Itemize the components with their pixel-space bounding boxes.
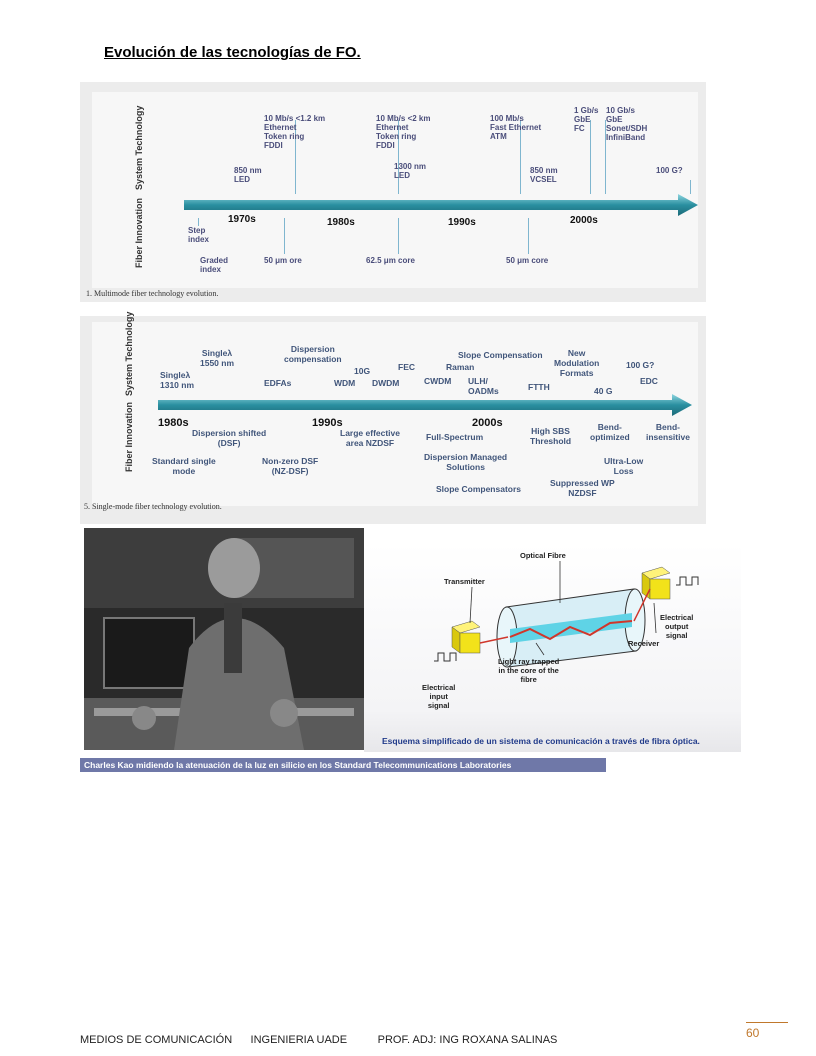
sm-sys-cwdm: CWDM [424,376,452,386]
electrical-input-label: Electrical input signal [422,683,456,710]
optical-fibre-label: Optical Fibre [520,551,566,560]
mm-era-1980s: 1980s [327,217,355,228]
fiber-innovation-axis-label: Fiber Innovation [134,197,144,268]
mm-fib-graded-index: Graded index [200,256,229,274]
sm-fib-bend-optimized: Bend- optimized [590,422,630,442]
sm-fib-high-sbs: High SBS Threshold [530,426,572,446]
page-number-rule [746,1022,788,1023]
sm-sys-ulh-oadms: ULH/ OADMs [468,376,499,396]
sm-sys-raman: Raman [446,362,475,372]
sm-sys-10g: 10G [354,366,371,376]
mm-fib-62um-core: 62.5 μm core [366,256,415,265]
sm-sys-slope-compensation: Slope Compensation [458,350,543,360]
sm-fib-large-effective: Large effective area NZDSF [340,428,400,448]
footer-text: MEDIOS DE COMUNICACIÓN INGENIERIA UADE PROF. ADJ: ING ROXANA SALINAS [80,1034,558,1046]
sm-fib-dsf: Dispersion shifted (DSF) [192,428,267,448]
mm-fib-50um-core: 50 μm core [506,256,549,265]
light-ray-label: Light ray trapped in the core of the fibre [498,657,560,684]
mm-sys-100g: 100 G? [656,166,683,175]
sm-sys-single-1550: Singleλ 1550 nm [200,348,235,368]
sm-fib-nzdsf: Non-zero DSF (NZ-DSF) [262,456,319,476]
sm-sys-single-1310: Singleλ 1310 nm [160,370,195,390]
mm-sys-1300nm-led: 1300 nm LED [394,162,427,180]
sm-fib-slope-compensators: Slope Compensators [436,484,522,494]
singlemode-caption: 5. Single-mode fiber technology evolution. [84,502,222,511]
sm-sys-edfas: EDFAs [264,378,292,388]
system-technology-axis-label: System Technology [134,105,144,190]
mm-sys-100mbps: 100 Mb/s Fast Ethernet ATM [490,114,542,141]
mm-sys-10mbps-2: 10 Mb/s <2 km Ethernet Token ring FDDI [376,114,431,150]
sm-sys-fec: FEC [398,362,415,372]
mm-era-1990s: 1990s [448,217,476,228]
fiber-schematic [364,543,741,752]
sm-fib-standard-single: Standard single mode [152,456,216,476]
fiber-communication-diagram [364,543,741,752]
electrical-output-label: Electrical output signal [660,613,694,640]
singlemode-figure [80,311,706,524]
mm-sys-10mbps-1: 10 Mb/s <1.2 km Ethernet Token ring FDDI [264,114,326,150]
page-number: 60 [746,1026,760,1040]
fiber-innovation-axis-label-sm: Fiber Innovation [124,401,134,472]
system-technology-axis-label-sm: System Technology [124,311,134,396]
sm-sys-ftth: FTTH [528,382,550,392]
mm-sys-850nm-vcsel: 850 nm VCSEL [530,166,558,184]
sm-sys-dispersion-compensation: Dispersion compensation [284,344,342,364]
mm-fib-50um-ore: 50 μm ore [264,256,302,265]
receiver-label: Receiver [628,639,660,648]
mm-sys-10gbps: 10 Gb/s GbE Sonet/SDH InfiniBand [606,106,648,142]
sm-era-1990s: 1990s [312,417,343,429]
transmitter-cube [452,621,480,653]
sm-sys-edc: EDC [640,376,658,386]
sm-fib-bend-insensitive: Bend- insensitive [646,422,690,442]
sm-era-1980s: 1980s [158,417,189,429]
mm-sys-850nm-led: 850 nm LED [234,166,262,184]
sm-sys-100g: 100 G? [626,360,655,370]
photo-illustration [84,528,364,750]
sm-sys-dwdm: DWDM [372,378,400,388]
sm-fib-suppressed-wp: Suppressed WP NZDSF [550,478,615,498]
diagram-caption: Esquema simplificado de un sistema de comunicación a través de fibra óptica. [382,736,700,746]
mm-sys-1gbps: 1 Gb/s GbE FC [574,106,599,133]
mm-era-1970s: 1970s [228,214,256,225]
sm-era-2000s: 2000s [472,417,503,429]
multimode-caption: 1. Multimode fiber technology evolution. [86,289,219,298]
sm-fib-full-spectrum: Full-Spectrum [426,432,484,442]
photo-caption: Charles Kao midiendo la atenuación de la luz en silicio en los Standard Telecommunications Laboratories [80,758,606,772]
singlemode-timeline-arrow [154,392,694,418]
transmitter-label: Transmitter [444,577,485,586]
multimode-timeline-arrow [180,192,700,218]
sm-sys-new-modulation: New Modulation Formats [554,348,600,378]
sm-sys-wdm: WDM [334,378,356,388]
sm-sys-40g: 40 G [594,386,613,396]
sm-fib-dispersion-managed: Dispersion Managed Solutions [424,452,508,472]
page-title: Evolución de las tecnologías de FO. [104,44,361,61]
charles-kao-photo [84,528,364,750]
multimode-figure [80,82,706,302]
sm-fib-ultra-low-loss: Ultra-Low Loss [604,456,644,476]
mm-era-2000s: 2000s [570,215,598,226]
mm-fib-step-index: Step index [188,226,209,244]
receiver-cube [642,567,670,599]
